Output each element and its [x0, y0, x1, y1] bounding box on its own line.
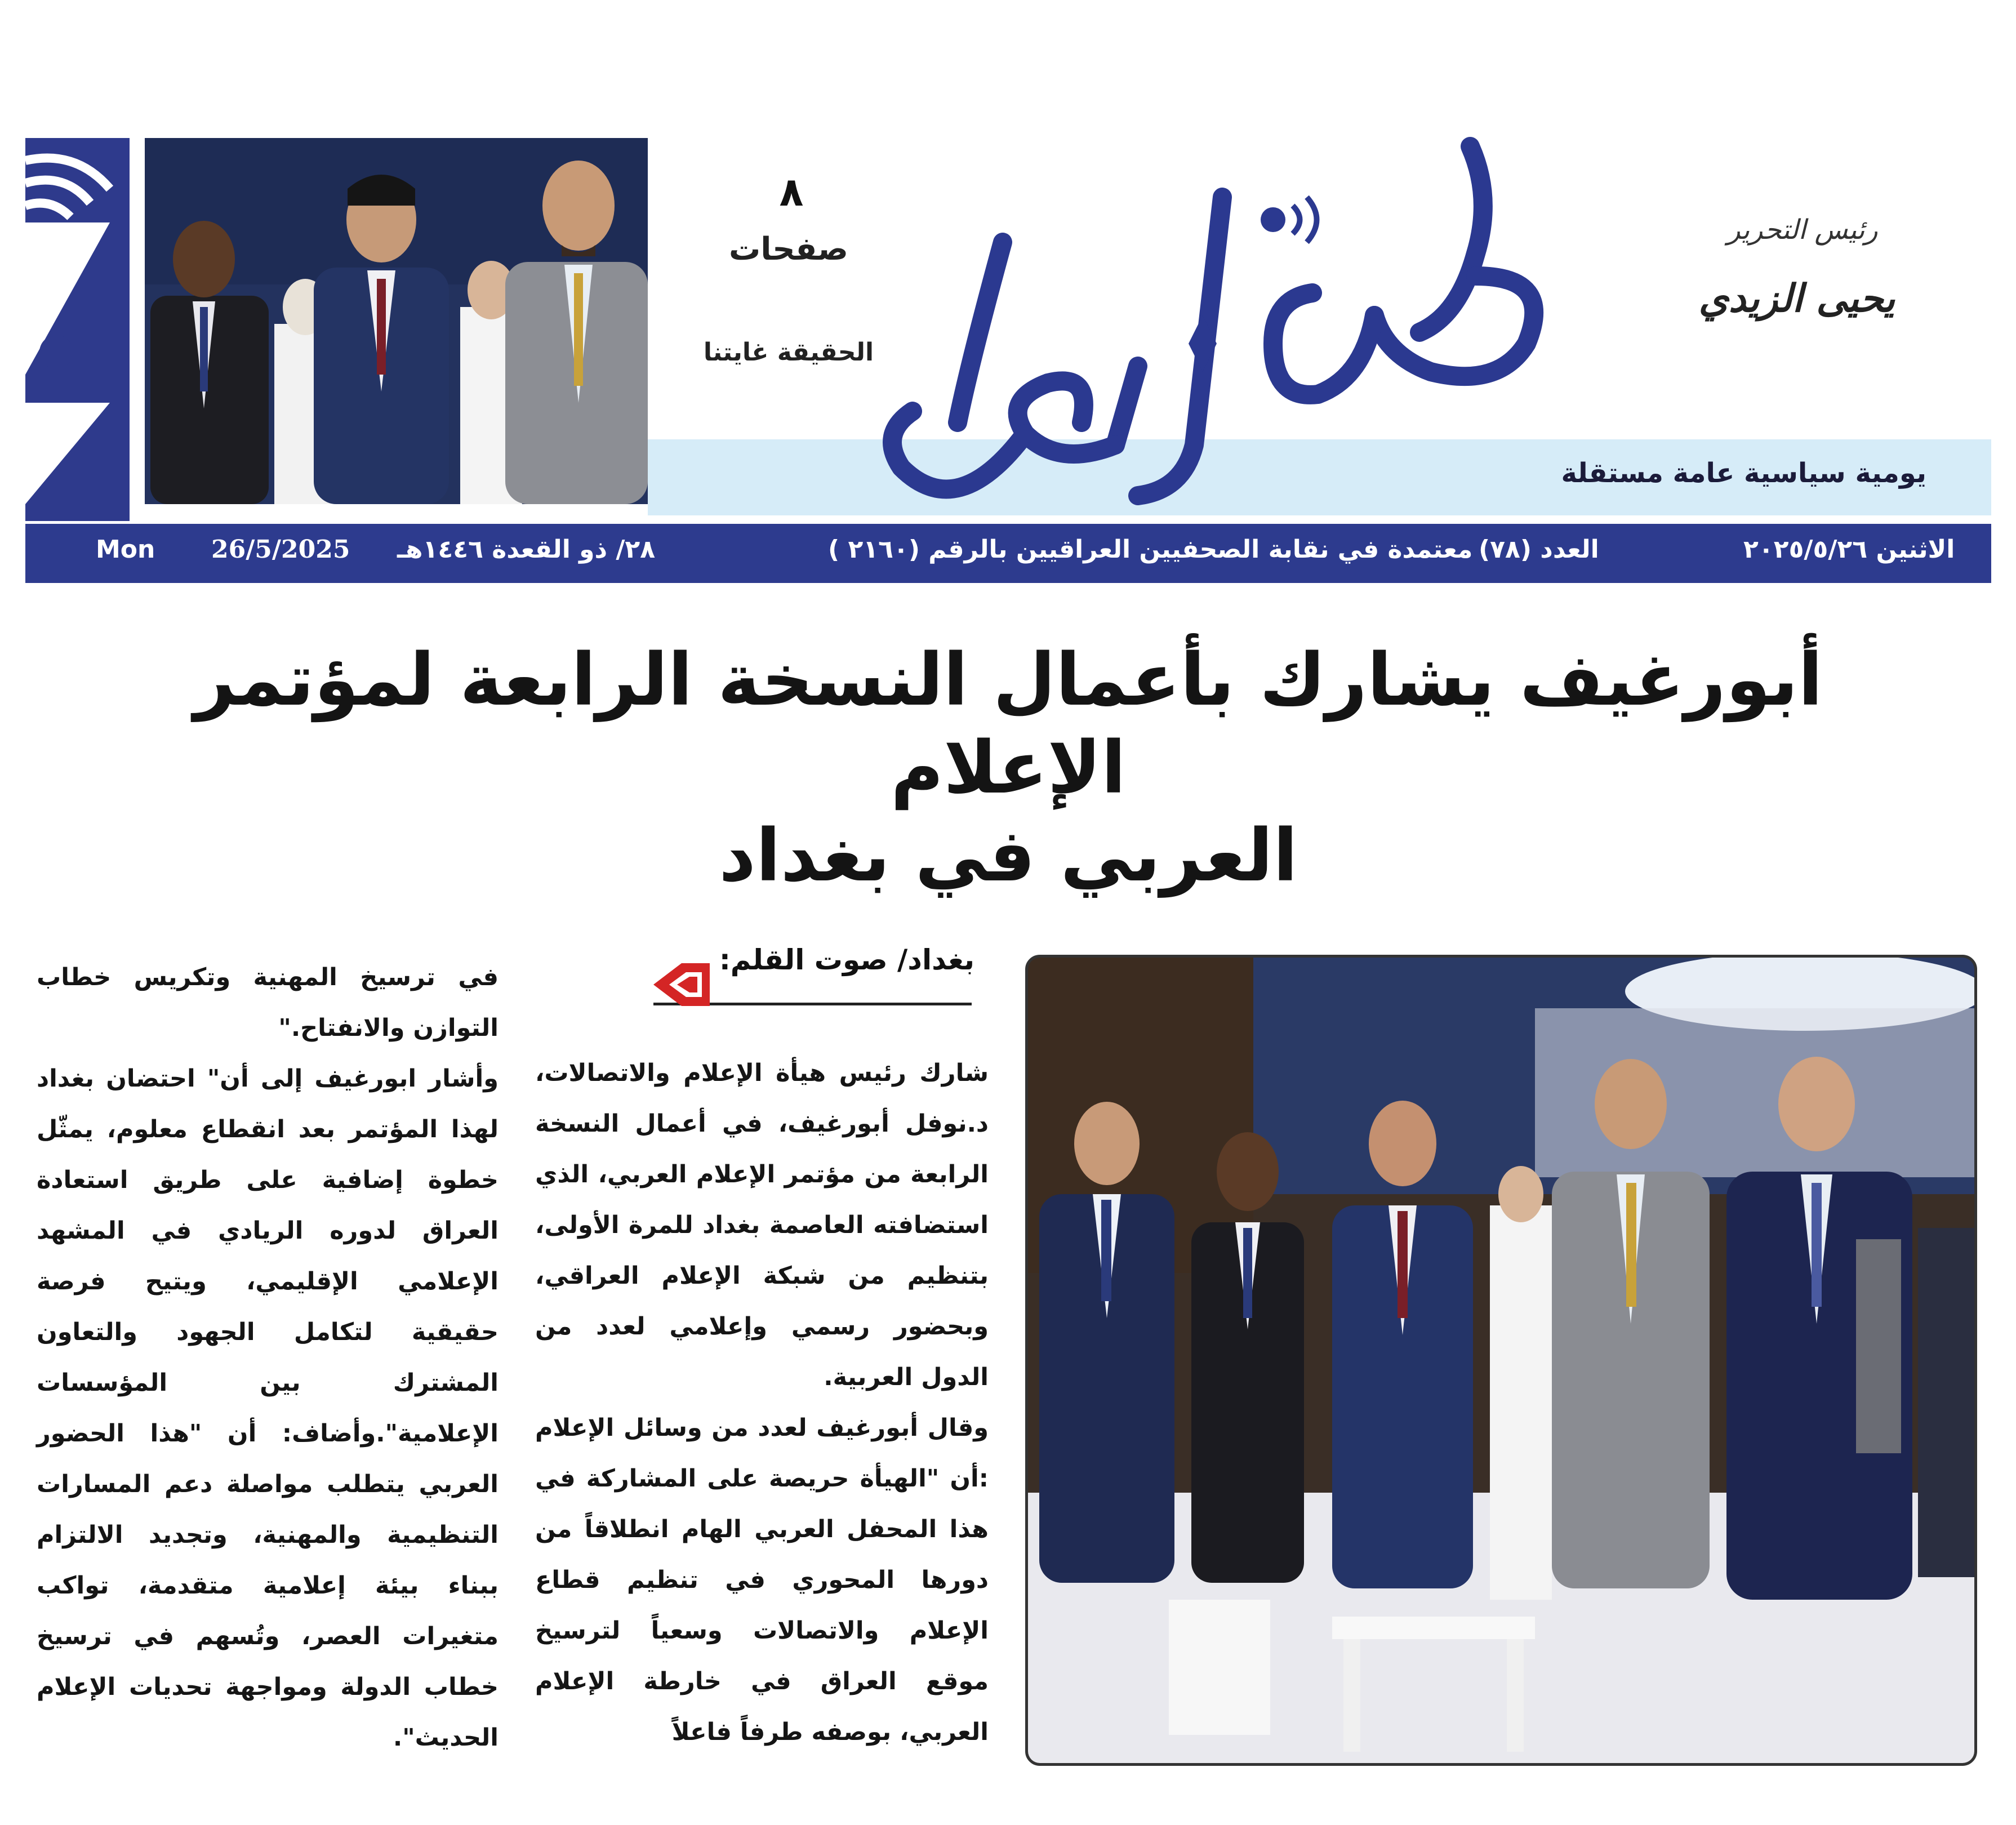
tagline: يومية سياسية عامة مستقلة — [1561, 457, 1926, 489]
article-paragraph: شارك رئيس هيأة الإعلام والاتصالات، د.نوفل أبورغيف، في أعمال النسخة الرابعة من مؤتمر الإعلام العربي، الذي استضافته العاصمة بغداد للمرة الأولى، بتنظيم من شبكة الإعلام العراقي، وبحضور رسمي وإعلامي لعدد من الدول العربية. — [535, 1059, 989, 1391]
article-column-left — [37, 952, 499, 1763]
info-bar — [25, 524, 1991, 583]
headline-line-2: العربي في بغداد — [719, 814, 1298, 898]
article-headline — [79, 636, 1938, 900]
headline-line-1: أبورغيف يشارك بأعمال النسخة الرابعة لمؤتمر الإعلام — [194, 638, 1823, 811]
byline: بغداد/ صوت القلم: — [719, 943, 974, 976]
masthead-photo — [145, 138, 648, 504]
pages-number: ٨ — [779, 169, 804, 215]
masthead-photo-image — [145, 138, 648, 504]
english-day: Mon — [96, 535, 155, 564]
article-paragraph: وقال أبورغيف لعدد من وسائل الإعلام :أن "الهيأة حريصة على المشاركة في هذا المحفل العربي الهام انطلاقاً من دورها المحوري في تنظيم قطاع الإعلام والاتصالات وسعياً لترسيخ موقع العراق في خارطة الإعلام العربي، بوصفه طرفاً فاعلاً — [535, 1414, 989, 1746]
english-date: 26/5/2025 — [211, 535, 350, 564]
article-paragraph: وأشار ابورغيف إلى أن" احتضان بغداد لهذا المؤتمر بعد انقطاع معلوم، يمثّل خطوة إضافية على طريق استعادة العراق لدوره الريادي في المشهد الإعلامي الإقليمي، ويتيح فرصة حقيقية لتكامل الجهود والتعاون المشترك بين المؤسسات الإعلامية".وأضاف: أن "هذا الحضور العربي يتطلب مواصلة دعم المسارات التنظيمية والمهنية، وتجديد الالتزام ببناء بيئة إعلامية متقدمة، تواكب متغيرات العصر، وتُسهم في ترسيخ خطاب الدولة ومواجهة تحديات الإعلام الحديث". — [37, 1065, 499, 1752]
slogan: الحقيقة غايتنا — [703, 338, 874, 367]
article-paragraph: في ترسيخ المهنية وتكريس خطاب التوازن والانفتاح." — [37, 963, 499, 1042]
pages-label: صفحات — [728, 231, 849, 268]
arabic-date: الاثنين ٢٠٢٥/٥/٢٦ — [1743, 535, 1955, 564]
masthead-emblem — [25, 138, 130, 521]
arrow-left-icon — [648, 958, 713, 1011]
issue-number: العدد (٧٨) — [1479, 535, 1599, 564]
article-column-right — [535, 1048, 989, 1757]
accreditation-text: معتمدة في نقابة الصحفيين العراقيين بالرقم (٢١٦٠ ) — [828, 535, 1473, 564]
article-photo-image — [1028, 958, 1974, 1763]
editor-name: يحيى الزيدي — [1698, 276, 1895, 321]
emblem-icon — [25, 138, 130, 521]
editor-label: رئيس التحرير — [1727, 214, 1878, 246]
article-photo — [1025, 955, 1977, 1766]
hijri-date: ٢٨/ ذو القعدة ١٤٤٦هـ — [397, 535, 656, 564]
